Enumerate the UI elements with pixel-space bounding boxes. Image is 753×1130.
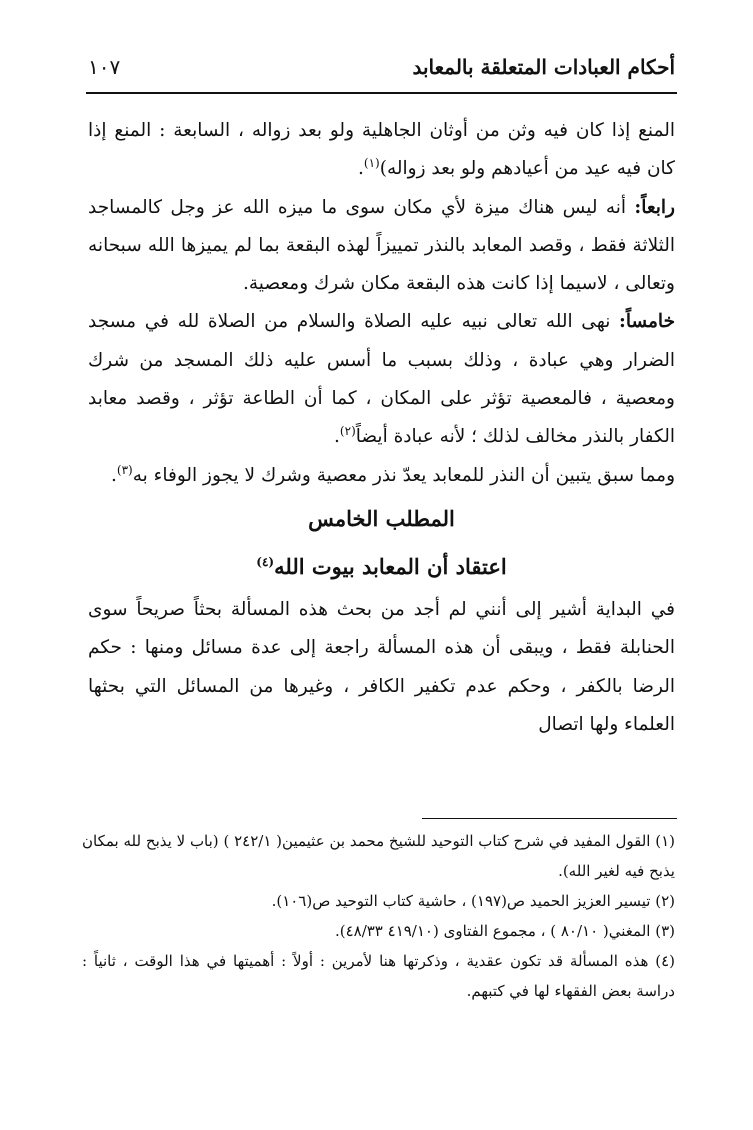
footnote-rule: [422, 818, 677, 819]
section-subheading-text: اعتقاد أن المعابد بيوت الله: [274, 553, 507, 579]
footnote-4: (٤) هذه المسألة قد تكون عقدية ، وذكرتها هنا لأمرين : أولاً : أهميتها في هذا الوقت ، ثانياً : دراسة بعض الفقهاء لها في كتبهم.: [82, 952, 675, 1000]
paragraph-5: في البداية أشير إلى أنني لم أجد من بحث هذه المسألة بحثاً صريحاً سوى الحنابلة فقط ، ويبقى أن هذه المسألة راجعة إلى عدة مسائل ومنها : حكم الرضا بالكفر ، وحكم عدم تكفير الكافر ، وغيرها من المسائل التي بحثها العلماء ولها اتصال: [88, 598, 675, 735]
footnotes: [82, 826, 675, 1006]
body-text: [88, 112, 675, 744]
paragraph-3: خامساً: نهى الله تعالى نبيه عليه الصلاة والسلام من الصلاة لله في مسجد الضرار وهي عبادة ، وذلك بسبب ما أسس عليه ذلك المسجد من شرك ومعصية ، فالمعصية تؤثر على المكان ، كما أن الطاعة تؤثر ، وقصد معابد الكفار بالنذر مخالف لذلك ؛ لأنه عبادة أيضاً$^{(٢)}$.: [88, 311, 675, 448]
paragraph-1-text: المنع إذا كان فيه وثن من أوثان الجاهلية ولو بعد زواله ، السابعة : المنع إذا كان فيه عيد من أعيادهم ولو بعد زواله): [88, 120, 675, 180]
header-rule: [86, 92, 677, 94]
page-number: ١٠٧: [88, 55, 121, 79]
section-subheading: [88, 543, 675, 591]
footnote-1: (١) القول المفيد في شرح كتاب التوحيد للشيخ محمد بن عثيمين( ٢٤٢/١ ) (باب لا يذبح لله بمكان يذبح فيه لغير الله).: [82, 832, 675, 880]
section-heading: المطلب الخامس: [308, 505, 455, 531]
paragraph-4-text: ومما سبق يتبين أن النذر للمعابد يعدّ نذر معصية وشرك لا يجوز الوفاء به: [132, 464, 675, 486]
footnote-2: (٢) تيسير العزيز الحميد ص(١٩٧) ، حاشية كتاب التوحيد ص(١٠٦).: [271, 892, 675, 910]
footnote-ref-1: (١): [363, 156, 380, 171]
paragraph-1: المنع إذا كان فيه وثن من أوثان الجاهلية ولو بعد زواله ، السابعة : المنع إذا كان فيه عيد من أعيادهم ولو بعد زواله)$^{(١)}$.: [88, 120, 675, 180]
footnote-ref-3: (٣): [116, 462, 133, 477]
paragraph-2-text: أنه ليس هناك ميزة لأي مكان سوى ما ميزه الله عز وجل كالمساجد الثلاثة فقط ، وقصد المعابد بالنذر تمييزاً لهذه البقعة بما لم يميزها الله سبحانه وتعالى ، لاسيما إذا كانت هذه البقعة مكان شرك ومعصية.: [88, 196, 675, 295]
header-title: أحكام العبادات المتعلقة بالمعابد: [412, 55, 675, 79]
paragraph-2: [88, 189, 675, 304]
paragraph-3-lead: خامساً:: [619, 311, 675, 333]
paragraph-2-lead: رابعاً:: [634, 196, 675, 218]
running-header: [88, 55, 675, 91]
paragraph-3-text: نهى الله تعالى نبيه عليه الصلاة والسلام من الصلاة لله في مسجد الضرار وهي عبادة ، وذلك بسبب ما أسس عليه ذلك المسجد من شرك ومعصية ، فالمعصية تؤثر على المكان ، كما أن الطاعة تؤثر ، وقصد معابد الكفار بالنذر مخالف لذلك ؛ لأنه عبادة أيضاً: [88, 311, 675, 448]
footnote-ref-4: (٤): [256, 554, 275, 569]
footnote-3: (٣) المغني( ٨٠/١٠ ) ، مجموع الفتاوى (٤١٩/١٠ ٤٨/٣٣).: [334, 922, 675, 940]
paragraph-4: ومما سبق يتبين أن النذر للمعابد يعدّ نذر معصية وشرك لا يجوز الوفاء به$^{(٣)}$.: [111, 462, 675, 486]
footnote-ref-2: (٢): [339, 424, 356, 439]
